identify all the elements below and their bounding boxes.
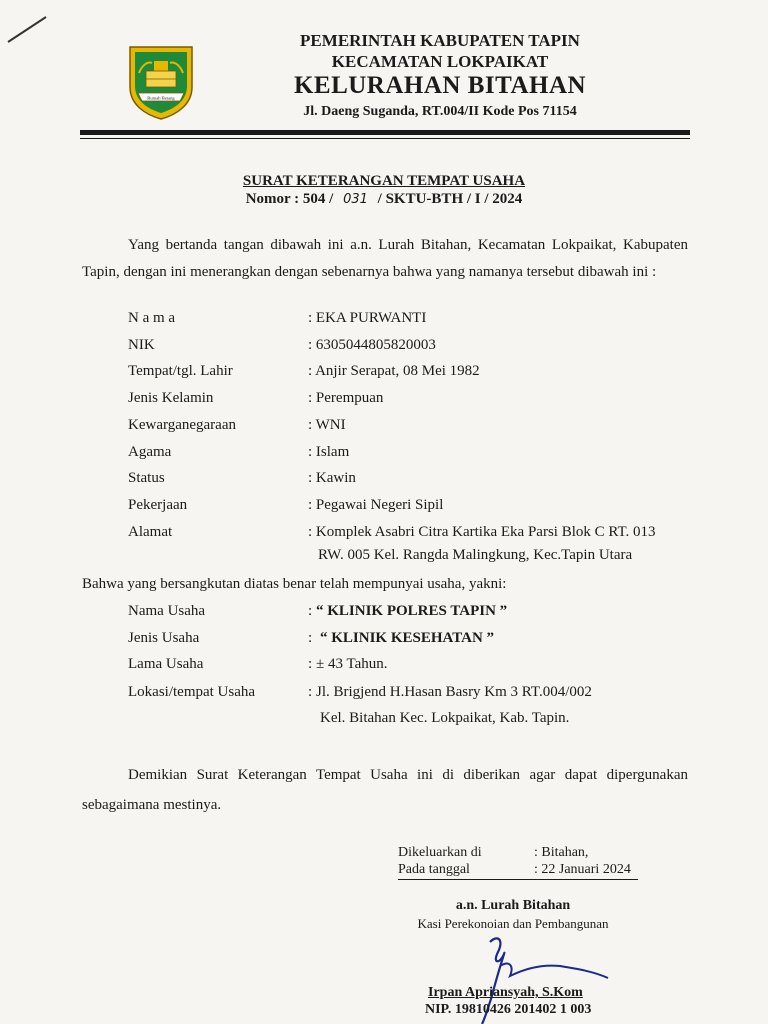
business-field-value: “ KLINIK KESEHATAN ” [320,630,495,646]
issued-date-value: : 22 Januari 2024 [534,862,631,877]
person-field-value: : Komplek Asabri Citra Kartika Eka Parsi Blok C RT. 013 [308,524,656,540]
business-location-line-2: Kel. Bitahan Kec. Lokpaikat, Kab. Tapin. [320,710,570,726]
person-field-value: : EKA PURWANTI [308,310,427,326]
person-field-value: : 6305044805820003 [308,337,436,353]
document-title: SURAT KETERANGAN TEMPAT USAHA [242,173,526,189]
person-field-label: Kewarganegaraan [128,417,236,433]
person-field-value: : Perempuan [308,390,384,406]
document-number [0,191,768,208]
issued-place-label: Dikeluarkan di [398,845,482,860]
header-district: KECAMATAN LOKPAIKAT [331,52,549,71]
emblem-ribbon-text: Rumah Betang [147,95,175,101]
signer-position: Kasi Perekonoian dan Pembangunan [417,916,609,931]
address-line-2: RW. 005 Kel. Rangda Malingkung, Kec.Tapin Utara [318,547,633,563]
person-field-label: Status [128,470,165,486]
business-field-label: Lokasi/tempat Usaha [128,684,256,700]
issued-place-value: : Bitahan, [534,845,589,860]
business-field-label: Jenis Usaha [128,630,200,646]
header-village: KELURAHAN BITAHAN [293,72,587,99]
number-prefix: Nomor : 504 / [245,191,334,207]
business-field-value: Jl. Brigjend H.Hasan Basry Km 3 RT.004/002 [316,684,592,700]
person-field-value: : Pegawai Negeri Sipil [308,497,444,513]
signer-nip: NIP. 19810426 201402 1 003 [425,1002,592,1017]
business-field-colon: : [308,656,313,672]
person-field-label: Alamat [128,524,173,540]
header-government: PEMERINTAH KABUPATEN TAPIN [300,31,580,50]
person-field-value: : WNI [308,417,346,433]
person-field-label: N a m a [128,310,176,326]
header-rule-thick [80,130,690,135]
business-field-value: “ KLINIK POLRES TAPIN ” [316,603,508,619]
business-field-colon: : [308,684,313,700]
issued-date-label: Pada tanggal [398,862,470,877]
person-field-label: Jenis Kelamin [128,390,214,406]
intro-paragraph: Yang bertanda tangan dibawah ini a.n. Lurah Bitahan, Kecamatan Lokpaikat, Kabupaten Tapin, dengan ini menerangkan dengan sebenarnya bahwa yang namanya tersebut dibawah ini : [82,237,688,280]
business-field-colon: : [308,603,313,619]
person-field-value: : Kawin [308,470,356,486]
issued-underline [398,879,638,880]
person-field-value: : Anjir Serapat, 08 Mei 1982 [308,363,480,379]
business-field-value: ± 43 Tahun. [316,656,388,672]
business-field-label: Nama Usaha [128,603,206,619]
header-address: Jl. Daeng Suganda, RT.004/II Kode Pos 71154 [303,104,577,119]
business-intro: Bahwa yang bersangkutan diatas benar telah mempunyai usaha, yakni: [82,576,507,592]
number-handwritten: 031 [343,192,368,207]
header-rule-thin [80,138,690,139]
person-field-label: Pekerjaan [128,497,188,513]
business-field-label: Lama Usaha [128,656,204,672]
number-suffix: / SKTU-BTH / I / 2024 [377,191,523,207]
person-field-label: Tempat/tgl. Lahir [128,363,233,379]
business-field-colon: : [308,630,313,646]
person-field-label: Agama [128,444,172,460]
signer-on-behalf: a.n. Lurah Bitahan [455,898,571,913]
closing-paragraph: Demikian Surat Keterangan Tempat Usaha ini di diberikan agar dapat dipergunakan sebagaimana mestinya. [82,767,688,813]
signer-name: Irpan Apriansyah, S.Kom [428,985,583,1000]
person-field-value: : Islam [308,444,350,460]
person-field-label: NIK [128,337,155,353]
